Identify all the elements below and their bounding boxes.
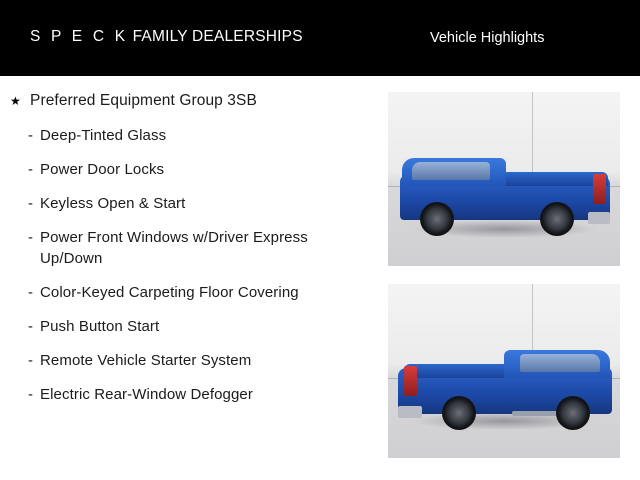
features-panel — [0, 76, 380, 480]
feature-label: Electric Rear-Window Defogger — [40, 386, 253, 403]
dash-icon: - — [28, 386, 33, 403]
dealership-brand — [30, 27, 303, 47]
list-item — [0, 350, 380, 371]
wheel — [442, 396, 476, 430]
feature-label: Power Door Locks — [40, 161, 165, 178]
list-item — [0, 282, 380, 303]
list-item — [0, 384, 380, 405]
vehicle-photo-gallery — [388, 92, 620, 476]
dash-icon: - — [28, 127, 33, 144]
brand-name-spaced: S P E C K — [30, 28, 129, 45]
wheel — [556, 396, 590, 430]
dash-icon: - — [28, 352, 33, 369]
dash-icon: - — [28, 229, 33, 246]
header-bar — [0, 0, 640, 76]
dash-icon: - — [28, 284, 33, 301]
feature-label: Power Front Windows w/Driver Express Up/Down — [40, 229, 308, 267]
page-title: Vehicle Highlights — [430, 30, 545, 46]
truck-windows — [520, 354, 600, 372]
list-item — [0, 227, 380, 269]
rear-bumper — [588, 212, 610, 224]
feature-label: Keyless Open & Start — [40, 195, 186, 212]
wheel — [540, 202, 574, 236]
feature-group-title: Preferred Equipment Group 3SB — [30, 92, 257, 109]
truck-illustration — [398, 338, 612, 432]
rear-bumper — [398, 406, 422, 418]
tail-light — [593, 174, 606, 204]
truck-bed — [404, 364, 508, 378]
star-icon: ★ — [10, 94, 21, 108]
feature-label: Deep-Tinted Glass — [40, 127, 167, 144]
list-item — [0, 159, 380, 180]
list-item — [0, 193, 380, 214]
tail-light — [404, 366, 417, 396]
truck-illustration — [400, 146, 610, 238]
feature-label: Color-Keyed Carpeting Floor Covering — [40, 284, 299, 301]
vehicle-photo-2[interactable] — [388, 284, 620, 458]
vehicle-photo-1[interactable] — [388, 92, 620, 266]
feature-label: Push Button Start — [40, 318, 160, 335]
dash-icon: - — [28, 161, 33, 178]
wheel — [420, 202, 454, 236]
feature-list — [0, 76, 380, 405]
feature-group-heading — [0, 90, 380, 112]
list-item — [0, 316, 380, 337]
feature-label: Remote Vehicle Starter System — [40, 352, 252, 369]
dash-icon: - — [28, 318, 33, 335]
dash-icon: - — [28, 195, 33, 212]
truck-windows — [412, 162, 490, 180]
list-item — [0, 125, 380, 146]
brand-name-rest: FAMILY DEALERSHIPS — [132, 28, 303, 45]
